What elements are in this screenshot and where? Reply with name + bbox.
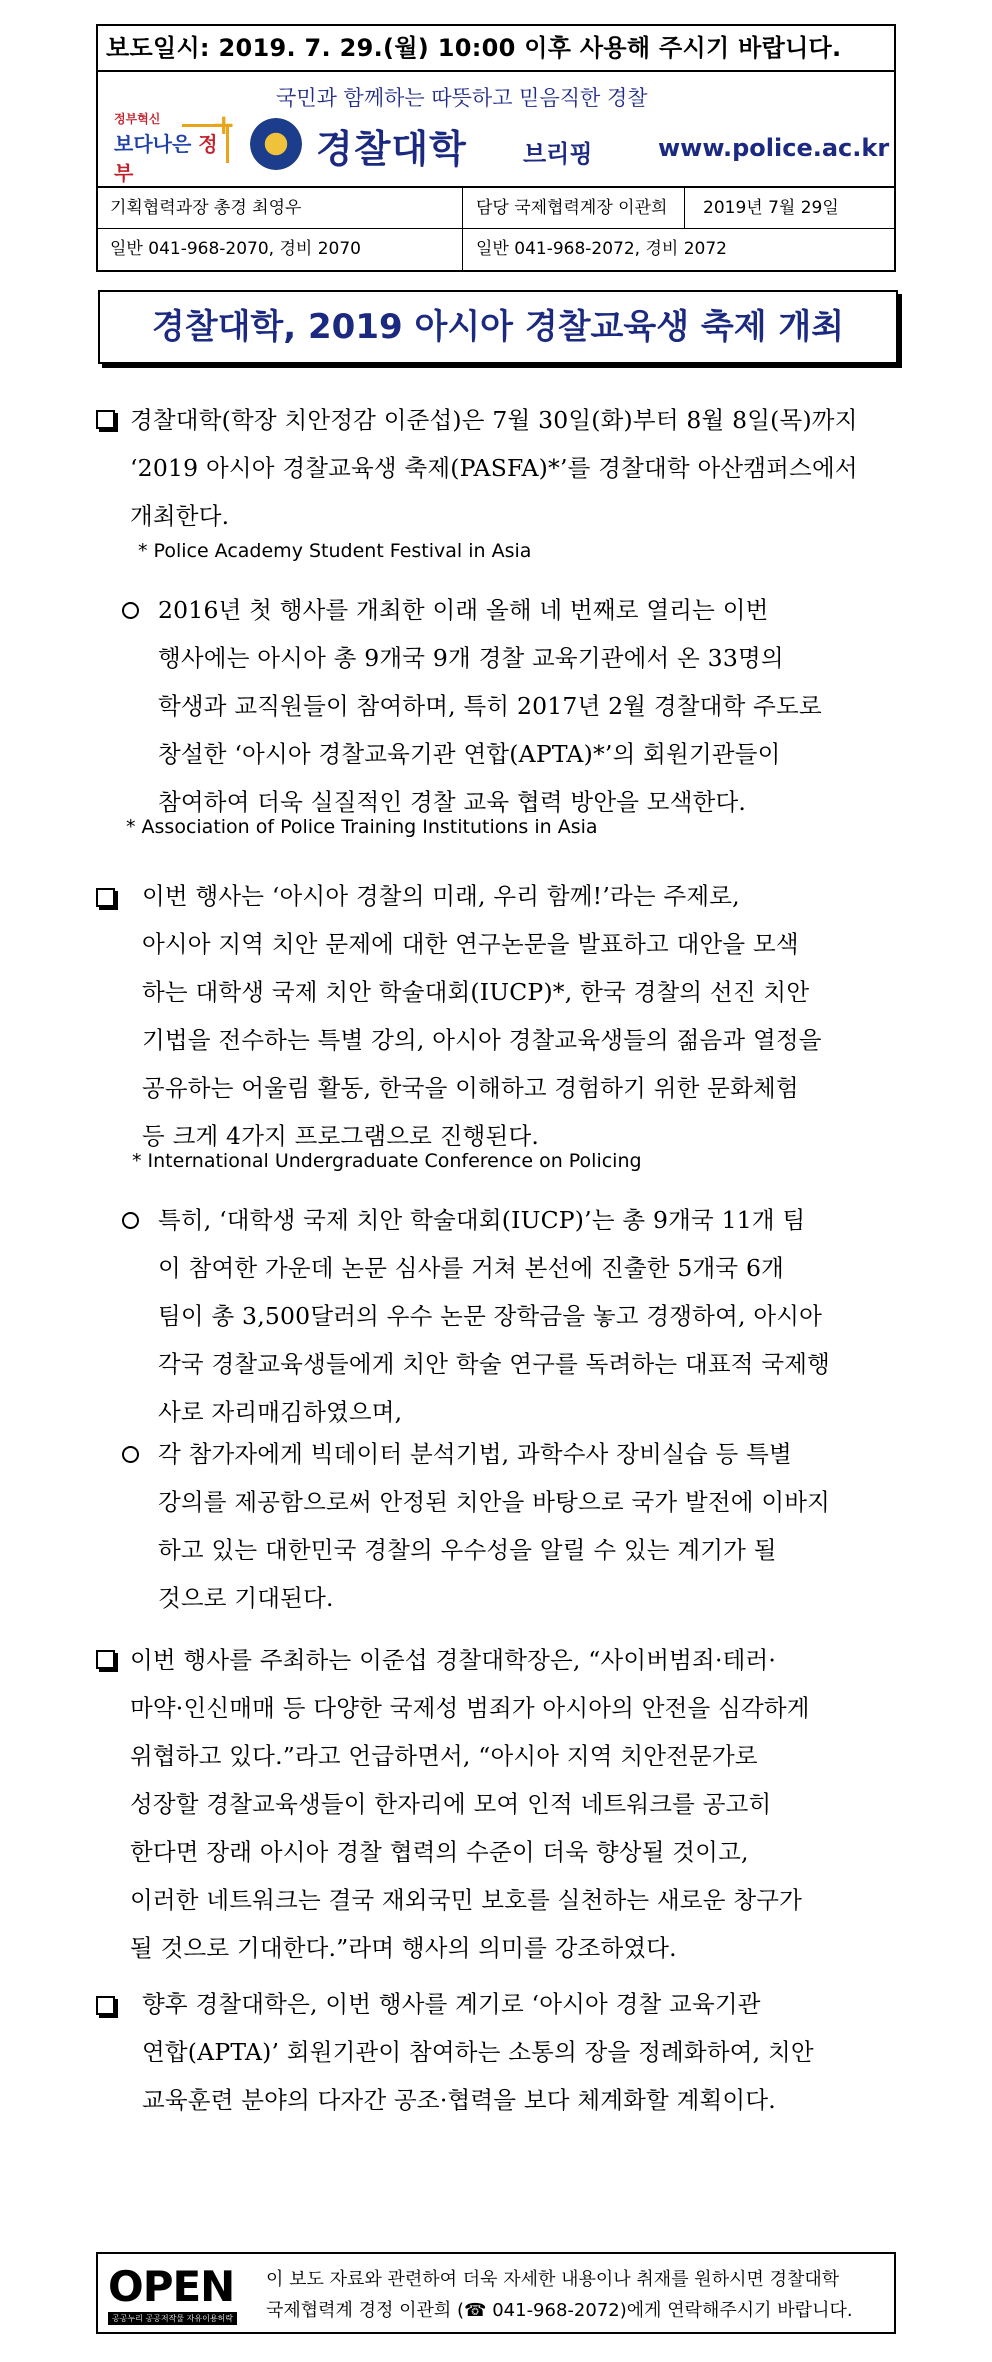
text-line: 이번 행사는 ‘아시아 경찰의 미래, 우리 함께!’라는 주제로,: [142, 882, 740, 910]
contact-left-phone: 일반 041-968-2070, 경비 2070: [110, 239, 361, 259]
footer-line: 국제협력계 경정 이관희 (☎ 041-968-2072)에게 연락해주시기 바랍니다.: [266, 2300, 853, 2321]
release-date: 2019년 7월 29일: [703, 198, 839, 218]
org-name: 경찰대학: [316, 127, 467, 171]
footer-line: 이 보도 자료와 관련하여 더욱 자세한 내용이나 취재를 원하시면 경찰대학: [266, 2269, 840, 2290]
logo-small-text: 정부혁신: [114, 112, 161, 126]
text-line: 이러한 네트워크는 결국 재외국민 보호를 실천하는 새로운 창구가: [130, 1886, 803, 1914]
text-line: 한다면 장래 아시아 경찰 협력의 수준이 더욱 향상될 것이고,: [130, 1838, 749, 1866]
text-line: 마약·인신매매 등 다양한 국제성 범죄가 아시아의 안전을 심각하게: [130, 1694, 810, 1722]
logo-big-text: [114, 128, 236, 186]
text-line: 창설한 ‘아시아 경찰교육기관 연합(APTA)*’의 회원기관들이: [158, 740, 781, 768]
text-line: 참여하여 더욱 실질적인 경찰 교육 협력 방안을 모색한다.: [158, 788, 747, 816]
slogan: 국민과 함께하는 따뜻하고 믿음직한 경찰: [276, 86, 648, 110]
text-line: 하고 있는 대한민국 경찰의 우수성을 알릴 수 있는 계기가 될: [158, 1536, 777, 1564]
logo-big-text-b: 정부: [114, 132, 218, 185]
square-bullet-icon: [96, 1650, 115, 1669]
text-line: 아시아 지역 치안 문제에 대한 연구논문을 발표하고 대안을 모색: [142, 930, 799, 958]
circle-bullet-icon: [122, 1446, 139, 1463]
text-line: 팀이 총 3,500달러의 우수 논문 장학금을 놓고 경쟁하여, 아시아: [158, 1302, 823, 1330]
footnote-2: * Association of Police Training Institutions in Asia: [126, 816, 598, 838]
contact-row-names: [98, 186, 894, 228]
paragraph-3: [142, 872, 908, 1160]
text-line: 특히, ‘대학생 국제 치안 학술대회(IUCP)’는 총 9개국 11개 팀: [158, 1206, 806, 1234]
open-logo-subtext: 공공누리 공공저작물 자유이용허락: [108, 2312, 237, 2325]
text-line: 각 참가자에게 빅데이터 분석기법, 과학수사 장비실습 등 특별: [158, 1440, 792, 1468]
text-line: 각국 경찰교육생들에게 치안 학술 연구를 독려하는 대표적 국제행: [158, 1350, 831, 1378]
text-line: 연합(APTA)’ 회원기관이 참여하는 소통의 장을 정례화하여, 치안: [142, 2038, 814, 2066]
text-line: 공유하는 어울림 활동, 한국을 이해하고 경험하기 위한 문화체험: [142, 1074, 799, 1102]
open-license-logo: [108, 2262, 258, 2326]
contact-right-phone: 일반 041-968-2072, 경비 2072: [476, 239, 727, 259]
press-header: [96, 24, 896, 272]
footnote-1: * Police Academy Student Festival in Asia: [138, 540, 532, 562]
footnote-3: * International Undergraduate Conference on Policing: [132, 1150, 642, 1172]
open-logo-text: OPEN: [108, 2262, 235, 2311]
text-line: 개최한다.: [130, 502, 230, 530]
text-line: 기법을 전수하는 특별 강의, 아시아 경찰교육생들의 젊음과 열정을: [142, 1026, 822, 1054]
police-emblem-icon: [250, 118, 302, 170]
paragraph-5: [158, 1430, 906, 1622]
square-bullet-icon: [96, 1996, 115, 2015]
contact-footer: [96, 2252, 896, 2334]
divider: [462, 186, 463, 270]
circle-bullet-icon: [122, 1212, 139, 1229]
text-line: 것으로 기대된다.: [158, 1584, 334, 1612]
text-line: 강의를 제공함으로써 안정된 치안을 바탕으로 국가 발전에 이바지: [158, 1488, 831, 1516]
contact-right-name: 담당 국제협력계장 이관희: [476, 198, 668, 218]
release-notice: 보도일시: 2019. 7. 29.(월) 10:00 이후 사용해 주시기 바랍니다.: [98, 26, 894, 72]
paragraph-7: [142, 1980, 908, 2124]
divider: [684, 186, 685, 228]
text-line: 하는 대학생 국제 치안 학술대회(IUCP)*, 한국 경찰의 선진 치안: [142, 978, 810, 1006]
text-line: 경찰대학(학장 치안정감 이준섭)은 7월 30일(화)부터 8월 8일(목)까지: [130, 406, 858, 434]
text-line: 위협하고 있다.”라고 언급하면서, “아시아 지역 치안전문가로: [130, 1742, 758, 1770]
text-line: 이 참여한 가운데 논문 심사를 거쳐 본선에 진출한 5개국 6개: [158, 1254, 785, 1282]
text-line: 이번 행사를 주최하는 이준섭 경찰대학장은, “사이버범죄·테러·: [130, 1646, 777, 1674]
text-line: 교육훈련 분야의 다자간 공조·협력을 보다 체계화할 계획이다.: [142, 2086, 776, 2114]
government-innovation-logo: [104, 86, 236, 185]
contact-left-name: 기획협력과장 총경 최영우: [110, 198, 302, 218]
doc-type: 브리핑: [523, 140, 593, 168]
text-line: 행사에는 아시아 총 9개국 9개 경찰 교육기관에서 온 33명의: [158, 644, 784, 672]
text-line: 2016년 첫 행사를 개최한 이래 올해 네 번째로 열리는 이번: [158, 596, 769, 624]
footer-text: [266, 2264, 853, 2326]
square-bullet-icon: [96, 888, 115, 907]
text-line: 성장할 경찰교육생들이 한자리에 모여 인적 네트워크를 공고히: [130, 1790, 772, 1818]
plus-icon: +: [212, 108, 236, 141]
text-line: ‘2019 아시아 경찰교육생 축제(PASFA)*’를 경찰대학 아산캠퍼스에서: [130, 454, 858, 482]
text-line: 사로 자리매김하였으며,: [158, 1398, 403, 1426]
contact-row-phones: [98, 228, 894, 270]
paragraph-1: [130, 396, 910, 540]
logo-big-text-a: 보다나은: [114, 132, 192, 156]
website-link[interactable]: www.police.ac.kr: [658, 134, 890, 162]
page-title: 경찰대학, 2019 아시아 경찰교육생 축제 개최: [98, 290, 898, 364]
paragraph-6: [130, 1636, 910, 1972]
paragraph-2: [158, 586, 906, 826]
text-line: 향후 경찰대학은, 이번 행사를 계기로 ‘아시아 경찰 교육기관: [142, 1990, 761, 2018]
text-line: 등 크게 4가지 프로그램으로 진행된다.: [142, 1122, 540, 1150]
square-bullet-icon: [96, 410, 115, 429]
paragraph-4: [158, 1196, 906, 1436]
circle-bullet-icon: [122, 602, 139, 619]
text-line: 될 것으로 기대한다.”라며 행사의 의미를 강조하였다.: [130, 1934, 677, 1962]
text-line: 학생과 교직원들이 참여하며, 특히 2017년 2월 경찰대학 주도로: [158, 692, 822, 720]
